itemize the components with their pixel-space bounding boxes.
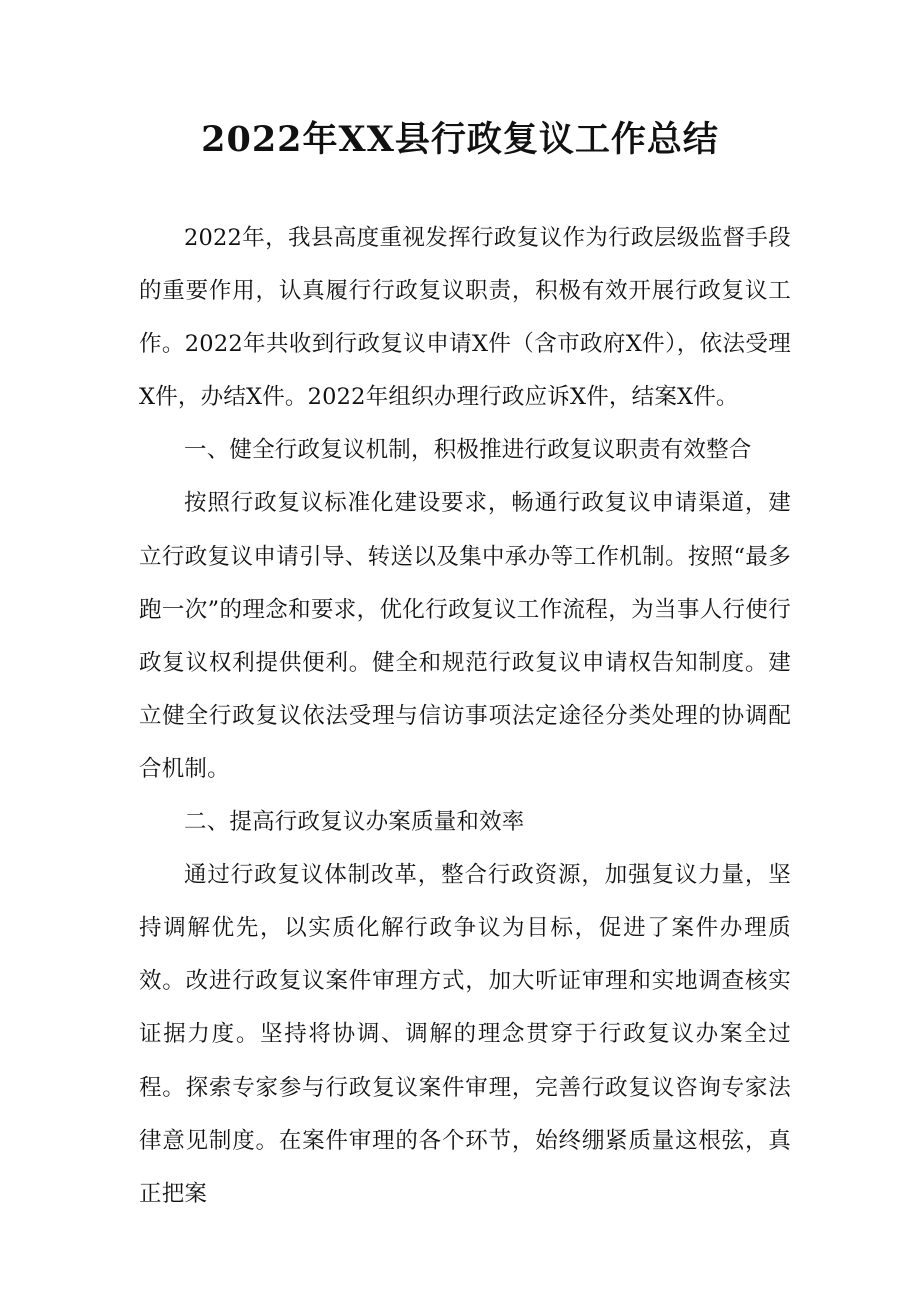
document-title: 2022年XX县行政复议工作总结 [201, 119, 719, 160]
section-2-paragraph: 通过行政复议体制改革，整合行政资源，加强复议力量，坚持调解优先，以实质化解行政争议为目标，促进了案件办理质效。改进行政复议案件审理方式，加大听证审理和实地调查核实证据力度。坚持将协调、调解的理念贯穿于行政复议办案全过程。探索专家参与行政复议案件审理，完善行政复议咨询专家法律意见制度。在案件审理的各个环节，始终绷紧质量这根弦，真正把案 [139, 862, 791, 1207]
intro-paragraph: 2022年，我县高度重视发挥行政复议作为行政层级监督手段的重要作用，认真履行行政复议职责，积极有效开展行政复议工作。2022年共收到行政复议申请X件（含市政府X件），依法受理X件，办结X件。2022年组织办理行政应诉X件，结案X件。 [139, 225, 791, 411]
section-1-paragraph: 按照行政复议标准化建设要求，畅通行政复议申请渠道，建立行政复议申请引导、转送以及集中承办等工作机制。按照“最多跑一次”的理念和要求，优化行政复议工作流程，为当事人行使行政复议权利提供便利。健全和规范行政复议申请权告知制度。建立健全行政复议依法受理与信访事项法定途径分类处理的协调配合机制。 [139, 490, 791, 782]
document-body [139, 212, 791, 1221]
section-heading-2: 二、提高行政复议办案质量和效率 [184, 809, 525, 836]
section-heading-1: 一、健全行政复议机制，积极推进行政复议职责有效整合 [184, 437, 752, 464]
